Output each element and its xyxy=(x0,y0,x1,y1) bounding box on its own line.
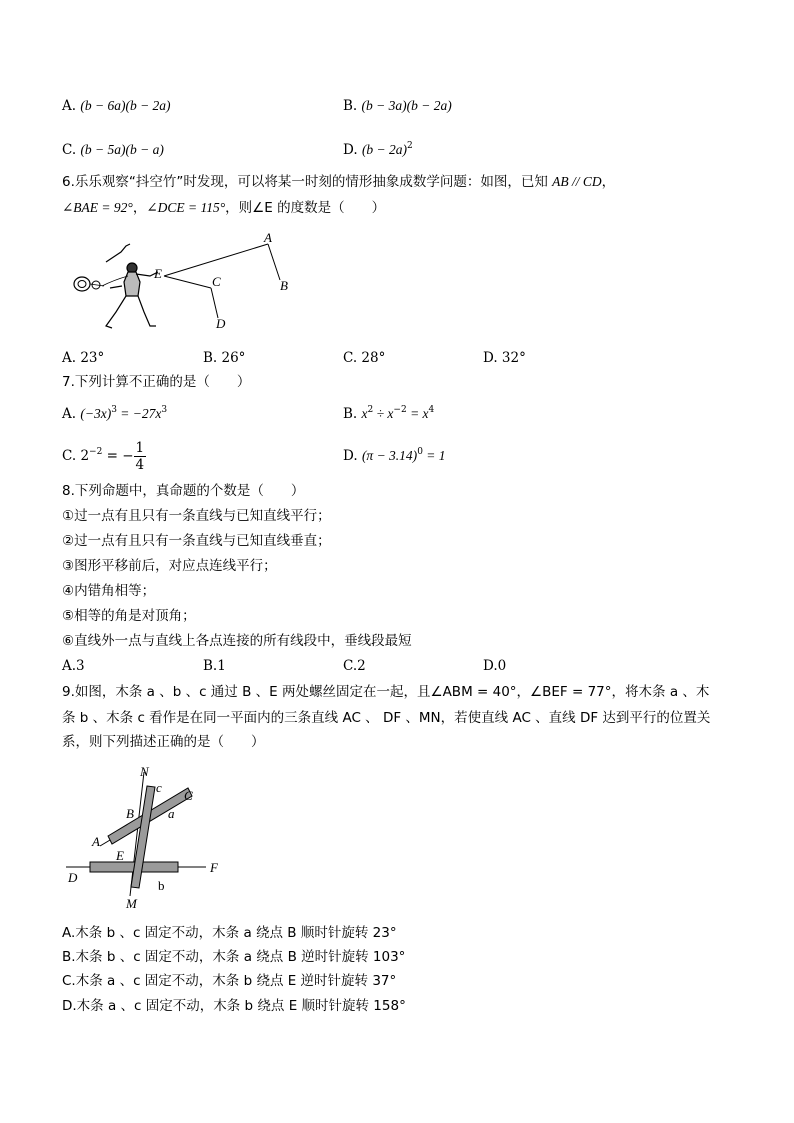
label-b: b xyxy=(158,878,165,893)
q9-stem-line3: 系，则下列描述正确的是（ ） xyxy=(62,734,265,750)
q7-stem: 7.下列计算不正确的是（ ） xyxy=(62,374,251,390)
q6-stem-line1: 6.乐乐观察“抖空竹”时发现，可以将某一时刻的情形抽象成数学问题：如图，已知 AB // CD， xyxy=(62,174,616,190)
label-A: A xyxy=(92,834,100,849)
label-a: a xyxy=(168,806,175,821)
diabolo-icon xyxy=(74,277,104,291)
q9-stem-line1: 9.如图，木条 a 、b 、c 通过 B 、E 两处螺丝固定在一起，且∠ABM = 40°，∠BEF = 77°，将木条 a 、木 xyxy=(62,684,710,700)
q6-figure xyxy=(66,226,306,336)
label-F: F xyxy=(210,860,218,875)
q5-option-a-expr: (b − 6a)(b − 2a) xyxy=(80,98,171,113)
q9-option-a: A.木条 b 、c 固定不动，木条 a 绕点 B 顺时针旋转 23° xyxy=(62,925,397,941)
label-M: M xyxy=(126,896,137,911)
label-D: D xyxy=(216,316,226,331)
q9-option-b: B.木条 b 、c 固定不动，木条 a 绕点 B 逆时针旋转 103° xyxy=(62,949,406,965)
segment-EC xyxy=(164,276,211,288)
segment-AB xyxy=(268,244,280,280)
q8-option-b: B.1 xyxy=(203,658,226,674)
dancer-figure-icon xyxy=(102,244,158,328)
q8-item-5: ⑤相等的角是对顶角； xyxy=(62,608,196,624)
label-c: c xyxy=(156,780,162,795)
segment-CD xyxy=(211,288,218,318)
q9-option-c: C.木条 a 、c 固定不动，木条 b 绕点 E 逆时针旋转 37° xyxy=(62,973,397,989)
q6-option-c: C. 28° xyxy=(343,350,386,366)
q5-option-d-expr: (b − 2a) xyxy=(361,142,408,157)
q8-item-4: ④内错角相等； xyxy=(62,583,156,599)
q6-option-b: B. 26° xyxy=(203,350,246,366)
q6-stem-line2: ∠BAE = 92°，∠DCE = 115°，则∠E 的度数是（ ） xyxy=(62,200,386,216)
q9-option-d: D.木条 a 、c 固定不动，木条 b 绕点 E 顺时针旋转 158° xyxy=(62,998,406,1014)
q6-option-d: D. 32° xyxy=(483,350,526,366)
label-B: B xyxy=(280,278,288,293)
q8-item-6: ⑥直线外一点与直线上各点连接的所有线段中，垂线段最短 xyxy=(62,633,412,649)
q8-option-c: C.2 xyxy=(343,658,366,674)
q5-option-b-expr: (b − 3a)(b − 2a) xyxy=(361,98,452,113)
q7-option-c: C. $2^{-2}$ = − $\frac{1}{4}$ xyxy=(62,440,145,473)
q5-option-b: B. (b − 3a)(b − 2a) xyxy=(343,98,452,114)
q9-stem-line2: 条 b 、木条 c 看作是在同一平面内的三条直线 AC 、 DF 、MN，若使直线 AC 、直线 DF 达到平行的位置关 xyxy=(62,710,711,726)
segment-EA xyxy=(164,244,268,276)
q8-item-1: ①过一点有且只有一条直线与已知直线平行； xyxy=(62,508,331,524)
q8-item-2: ②过一点有且只有一条直线与已知直线垂直； xyxy=(62,533,331,549)
q9-figure xyxy=(60,760,240,912)
label-C: C xyxy=(184,788,193,803)
q7-option-c-fraction: $\frac{1}{4}$ xyxy=(135,440,145,473)
stick-c xyxy=(131,786,155,888)
q5-option-a: A. (b − 6a)(b − 2a) xyxy=(62,98,171,114)
label-A: A xyxy=(264,230,272,245)
q5-option-c-expr: (b − 5a)(b − a) xyxy=(80,142,164,157)
q5-option-d-exponent: 2 xyxy=(407,141,413,151)
q8-option-a: A.3 xyxy=(62,658,85,674)
label-D: D xyxy=(68,870,78,885)
q7-option-a: A. $(-3x)^3 = -27x^3$ xyxy=(62,405,168,422)
label-C: C xyxy=(212,274,221,289)
label-N: N xyxy=(140,764,149,779)
label-E: E xyxy=(154,266,162,281)
q5-option-c: C. (b − 5a)(b − a) xyxy=(62,142,164,158)
q7-option-b: B. $x^2 \div x^{-2} = x^4$ xyxy=(343,405,435,422)
q8-item-3: ③图形平移前后，对应点连线平行； xyxy=(62,558,277,574)
label-E: E xyxy=(116,848,124,863)
q5-option-d: D. $(b - 2a)^2$ xyxy=(343,141,413,158)
q8-option-d: D.0 xyxy=(483,658,507,674)
q6-geometry xyxy=(164,244,280,318)
q8-stem: 8.下列命题中，真命题的个数是（ ） xyxy=(62,483,305,499)
q6-option-a: A. 23° xyxy=(62,350,105,366)
q7-option-d: D. $(\pi - 3.14)^0 = 1$ xyxy=(343,447,446,464)
label-B: B xyxy=(126,806,134,821)
